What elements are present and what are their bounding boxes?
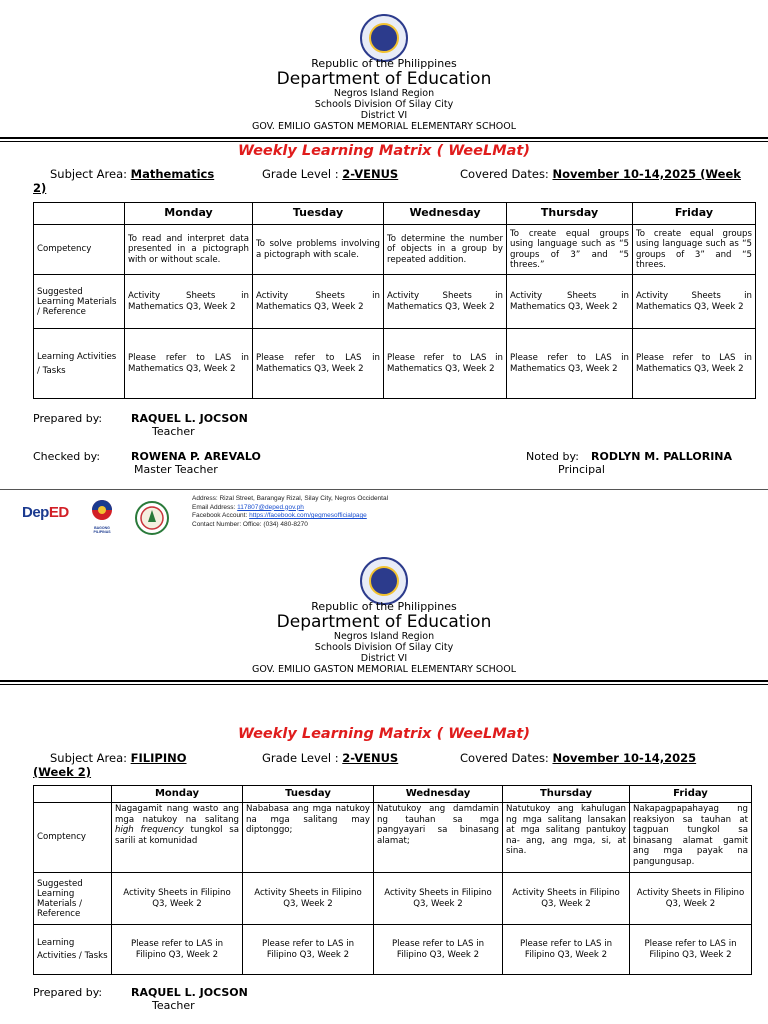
grade-value: 2-VENUS <box>342 167 399 181</box>
table-cell: To create equal groups using language such as “5 groups of 3” and “5 threes.” <box>507 225 633 275</box>
header-rule-thin-2 <box>0 684 768 685</box>
covered-dates <box>460 167 741 181</box>
school-seal <box>134 500 170 536</box>
checked-by-name <box>131 450 261 463</box>
table-cell: Please refer to LAS in Filipino Q3, Week 2 <box>374 925 503 975</box>
bagong-pilipinas-text: BAGONG PILIPINAS <box>93 526 111 534</box>
prepared-by-label-2: Prepared by: <box>33 986 103 999</box>
table-cell: Please refer to LAS in Filipino Q3, Week 2 <box>243 925 374 975</box>
subject-value-2: FILIPINO <box>130 751 187 765</box>
footer-facebook-line <box>192 512 388 521</box>
table-row <box>34 225 756 275</box>
day-friday: Friday <box>630 786 752 803</box>
footer-contact-number: Contact Number: Office: (034) 480-8270 <box>192 520 308 528</box>
table-cell: To determine the number of objects in a group by repeated addition. <box>384 225 507 275</box>
deped-logo <box>22 504 69 521</box>
prepared-by-name <box>131 412 248 425</box>
table-cell: Natutukoy ang kahulugan ng mga salitang lansakan at mga salitang pantukoy na- ang, ang mga, si, at sina. <box>503 803 630 873</box>
subject-area <box>50 167 214 181</box>
row-label: Comptency <box>34 803 112 873</box>
grade-label: Grade Level : <box>262 167 339 181</box>
table-row <box>34 925 752 975</box>
table-cell: Activity Sheets in Filipino Q3, Week 2 <box>630 873 752 925</box>
prepared-by-role-2: Teacher <box>152 999 195 1012</box>
table-cell: Activity Sheets in Mathematics Q3, Week 2 <box>253 275 384 329</box>
table-cell: Activity Sheets in Mathematics Q3, Week 2 <box>384 275 507 329</box>
grade-value-2: 2-VENUS <box>342 751 399 765</box>
dates-label: Covered Dates: <box>460 167 549 181</box>
subject-area-2 <box>50 751 187 765</box>
grade-level-2 <box>262 751 398 765</box>
prepared-by-label: Prepared by: <box>33 412 103 425</box>
prepared-by-role: Teacher <box>152 425 195 438</box>
region-text-2: Negros Island Region <box>333 631 435 642</box>
grade-label-2: Grade Level : <box>262 751 339 765</box>
subject-value: Mathematics <box>130 167 215 181</box>
table-header-row <box>34 203 756 225</box>
row-label: Learning Activities / Tasks <box>34 329 125 399</box>
row-label: Competency <box>34 225 125 275</box>
district-text-2: District VI <box>360 653 408 664</box>
table-cell: Nakapagpapahayag ng reaksiyon sa tauhan at tagpuan tungkol sa binasang alamat gamit ang mga payak na pangungusap. <box>630 803 752 873</box>
department-title-2: Department of Education <box>276 612 492 632</box>
math-matrix-table <box>33 202 756 399</box>
covered-dates-cont <box>33 181 46 195</box>
day-tuesday: Tuesday <box>243 786 374 803</box>
table-cell: To solve problems involving a pictograph with scale. <box>253 225 384 275</box>
table-header-row <box>34 786 752 803</box>
table-cell: Activity Sheets in Filipino Q3, Week 2 <box>112 873 243 925</box>
dates-value-cont-2: (Week 2) <box>33 765 92 779</box>
checked-by-role: Master Teacher <box>134 463 218 476</box>
table-cell <box>112 803 243 873</box>
subject-label-2: Subject Area: <box>50 751 127 765</box>
deped-logo-dep: Dep <box>22 504 49 521</box>
table-cell: Please refer to LAS in Filipino Q3, Week 2 <box>630 925 752 975</box>
table-cell: Please refer to LAS in Mathematics Q3, Week 2 <box>507 329 633 399</box>
day-monday: Monday <box>125 203 253 225</box>
table-row <box>34 803 752 873</box>
noted-by-label: Noted by: <box>526 450 579 463</box>
table-cell: To read and interpret data presented in a pictograph with or without scale. <box>125 225 253 275</box>
deped-seal-2 <box>360 557 408 605</box>
cell-text: Nagagamit nang wasto ang mga natukoy na salitang high frequency tungkol sa sarili at komunidad <box>115 804 239 846</box>
footer-facebook-label: Facebook Account: <box>192 512 248 519</box>
header-rule-thin <box>0 141 768 142</box>
corner-cell <box>34 786 112 803</box>
table-cell: Please refer to LAS in Mathematics Q3, Week 2 <box>633 329 756 399</box>
checked-by-label: Checked by: <box>33 450 101 463</box>
footer-address: Address: Rizal Street, Barangay Rizal, Silay City, Negros Occidental <box>192 495 389 502</box>
prepared-name-text: RAQUEL L. JOCSON <box>131 412 248 425</box>
matrix-title: Weekly Learning Matrix ( WeeLMat) <box>238 143 530 159</box>
row-label: Suggested Learning Materials / Reference <box>34 275 125 329</box>
footer-rule <box>0 489 768 490</box>
table-cell: Activity Sheets in Filipino Q3, Week 2 <box>243 873 374 925</box>
noted-name-text: RODLYN M. PALLORINA <box>591 450 733 463</box>
prepared-by-name-2 <box>131 986 248 999</box>
day-monday: Monday <box>112 786 243 803</box>
subject-label: Subject Area: <box>50 167 127 181</box>
header-rule-2 <box>0 680 768 682</box>
table-cell: Please refer to LAS in Mathematics Q3, Week 2 <box>125 329 253 399</box>
deped-seal <box>360 14 408 62</box>
prepared-name-text-2: RAQUEL L. JOCSON <box>131 986 248 999</box>
row-label: Suggested Learning Materials / Reference <box>34 873 112 925</box>
table-row <box>34 275 756 329</box>
district-text: District VI <box>360 110 408 121</box>
day-wednesday: Wednesday <box>374 786 503 803</box>
division-text: Schools Division Of Silay City <box>314 99 454 110</box>
day-friday: Friday <box>633 203 756 225</box>
table-cell: Activity Sheets in Mathematics Q3, Week 2 <box>125 275 253 329</box>
school-name: GOV. EMILIO GASTON MEMORIAL ELEMENTARY SCHOOL <box>251 121 516 132</box>
header-rule <box>0 137 768 139</box>
table-cell: Natutukoy ang damdamin ng tauhan sa mga pangyayari sa binasang alamat; <box>374 803 503 873</box>
region-text: Negros Island Region <box>333 88 435 99</box>
table-row <box>34 873 752 925</box>
footer-contact-block <box>192 495 388 529</box>
table-cell: To create equal groups using language such as “5 groups of 3” and “5 threes. <box>633 225 756 275</box>
republic-text-2: Republic of the Philippines <box>311 600 457 613</box>
row-label: Learning Activities / Tasks <box>34 925 112 975</box>
table-cell: Please refer to LAS in Filipino Q3, Week 2 <box>503 925 630 975</box>
table-cell: Please refer to LAS in Mathematics Q3, Week 2 <box>253 329 384 399</box>
dates-label-2: Covered Dates: <box>460 751 549 765</box>
noted-by-role: Principal <box>558 463 605 476</box>
table-cell: Please refer to LAS in Filipino Q3, Week 2 <box>112 925 243 975</box>
republic-text: Republic of the Philippines <box>311 57 457 70</box>
dates-value-2: November 10-14,2025 <box>552 751 697 765</box>
table-cell: Activity Sheets in Filipino Q3, Week 2 <box>503 873 630 925</box>
bagong-pilipinas-logo <box>86 498 118 534</box>
deped-logo-ed: ED <box>48 504 69 521</box>
dates-value-cont: 2) <box>33 181 47 195</box>
school-name-2: GOV. EMILIO GASTON MEMORIAL ELEMENTARY SCHOOL <box>251 664 516 675</box>
day-thursday: Thursday <box>507 203 633 225</box>
table-row <box>34 329 756 399</box>
division-text-2: Schools Division Of Silay City <box>314 642 454 653</box>
footer-email-label: Email Address: <box>192 503 236 511</box>
dates-value: November 10-14,2025 (Week <box>552 167 741 181</box>
footer-email-line <box>192 504 388 513</box>
filipino-matrix-table <box>33 785 752 975</box>
department-title: Department of Education <box>276 69 492 89</box>
noted-by-name <box>591 450 732 463</box>
checked-name-text: ROWENA P. AREVALO <box>131 450 261 463</box>
corner-cell <box>34 203 125 225</box>
table-cell: Please refer to LAS in Mathematics Q3, Week 2 <box>384 329 507 399</box>
matrix-title-2: Weekly Learning Matrix ( WeeLMat) <box>238 726 530 742</box>
table-cell: Activity Sheets in Filipino Q3, Week 2 <box>374 873 503 925</box>
table-cell: Activity Sheets in Mathematics Q3, Week 2 <box>507 275 633 329</box>
day-tuesday: Tuesday <box>253 203 384 225</box>
grade-level <box>262 167 398 181</box>
footer-facebook-link[interactable]: https://facebook.com/gegmesofficialpage <box>249 512 367 519</box>
covered-dates-cont-2 <box>33 765 91 779</box>
day-wednesday: Wednesday <box>384 203 507 225</box>
day-thursday: Thursday <box>503 786 630 803</box>
covered-dates-2 <box>460 751 696 765</box>
table-cell: Nababasa ang mga natukoy na mga salitang may diptonggo; <box>243 803 374 873</box>
table-cell: Activity Sheets in Mathematics Q3, Week 2 <box>633 275 756 329</box>
footer-email-link[interactable]: 117807@deped.gov.ph <box>237 503 304 511</box>
